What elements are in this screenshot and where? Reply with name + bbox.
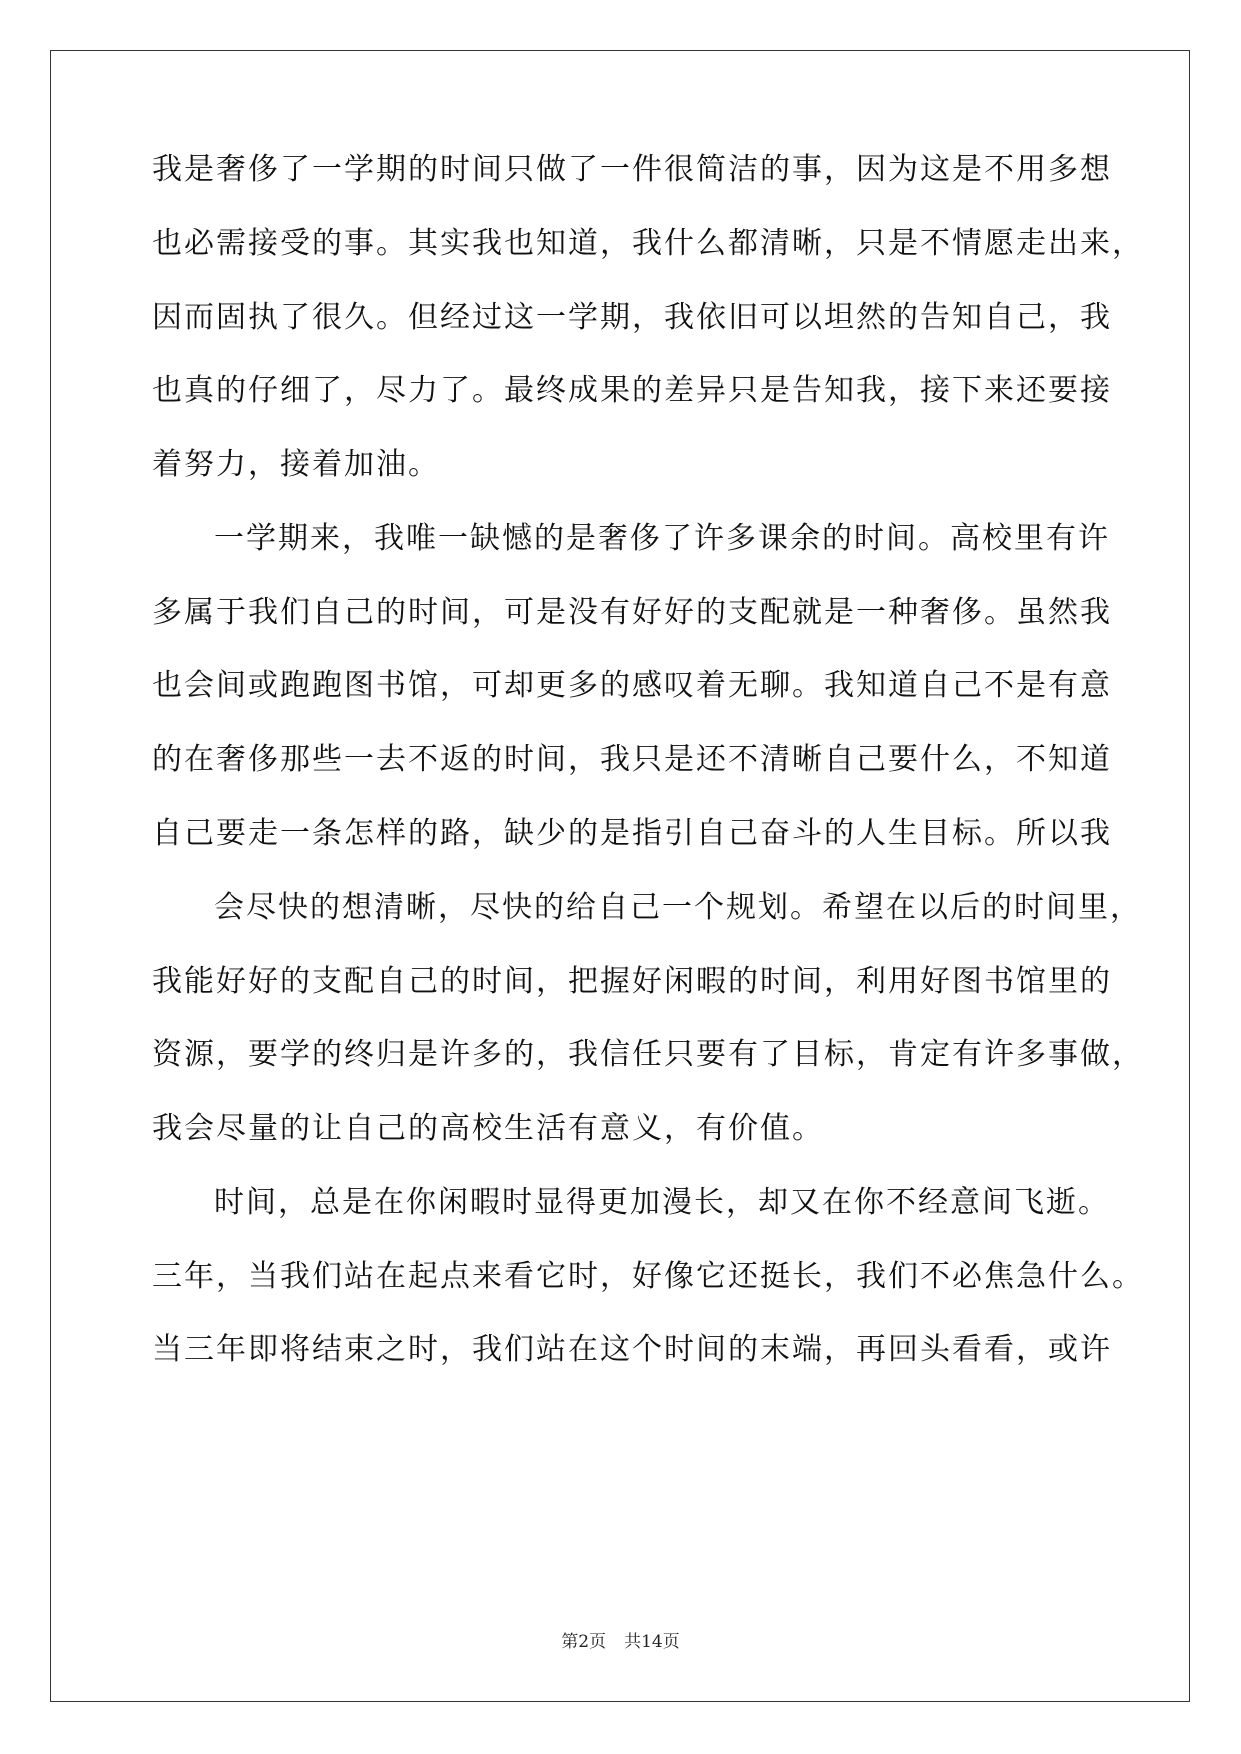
- text-line: 的在奢侈那些一去不返的时间，我只是还不清晰自己要什么，不知道: [152, 742, 1112, 777]
- text-line: 当三年即将结束之时，我们站在这个时间的末端，再回头看看，或许: [152, 1332, 1112, 1367]
- text-line: 也必需接受的事。其实我也知道，我什么都清晰，只是不情愿走出来，: [152, 226, 1144, 261]
- text-line: 也会间或跑跑图书馆，可却更多的感叹着无聊。我知道自己不是有意: [152, 668, 1112, 703]
- page-footer: [0, 1627, 1241, 1652]
- text-line: 三年，当我们站在起点来看它时，好像它还挺长，我们不必焦急什么。: [152, 1259, 1144, 1294]
- text-line: 因而固执了很久。但经过这一学期，我依旧可以坦然的告知自己，我: [152, 300, 1112, 335]
- text-line: 时间，总是在你闲暇时显得更加漫长，却又在你不经意间飞逝。: [214, 1185, 1110, 1220]
- text-line: 我能好好的支配自己的时间，把握好闲暇的时间，利用好图书馆里的: [152, 964, 1112, 999]
- text-line: 资源，要学的终归是许多的，我信任只要有了目标，肯定有许多事做，: [152, 1037, 1144, 1072]
- text-line: 一学期来，我唯一缺憾的是奢侈了许多课余的时间。高校里有许: [214, 521, 1110, 556]
- text-line: 多属于我们自己的时间，可是没有好好的支配就是一种奢侈。虽然我: [152, 595, 1112, 630]
- text-line: 也真的仔细了，尽力了。最终成果的差异只是告知我，接下来还要接: [152, 373, 1112, 408]
- text-line: 着努力，接着加油。: [152, 447, 440, 482]
- text-line: 我是奢侈了一学期的时间只做了一件很简洁的事，因为这是不用多想: [152, 152, 1112, 187]
- text-line: 会尽快的想清晰，尽快的给自己一个规划。希望在以后的时间里，: [214, 890, 1142, 925]
- page-number: 第2页: [561, 1632, 607, 1652]
- page-total: 共14页: [624, 1632, 680, 1652]
- text-line: 我会尽量的让自己的高校生活有意义，有价值。: [152, 1111, 824, 1146]
- text-line: 自己要走一条怎样的路，缺少的是指引自己奋斗的人生目标。所以我: [152, 816, 1112, 851]
